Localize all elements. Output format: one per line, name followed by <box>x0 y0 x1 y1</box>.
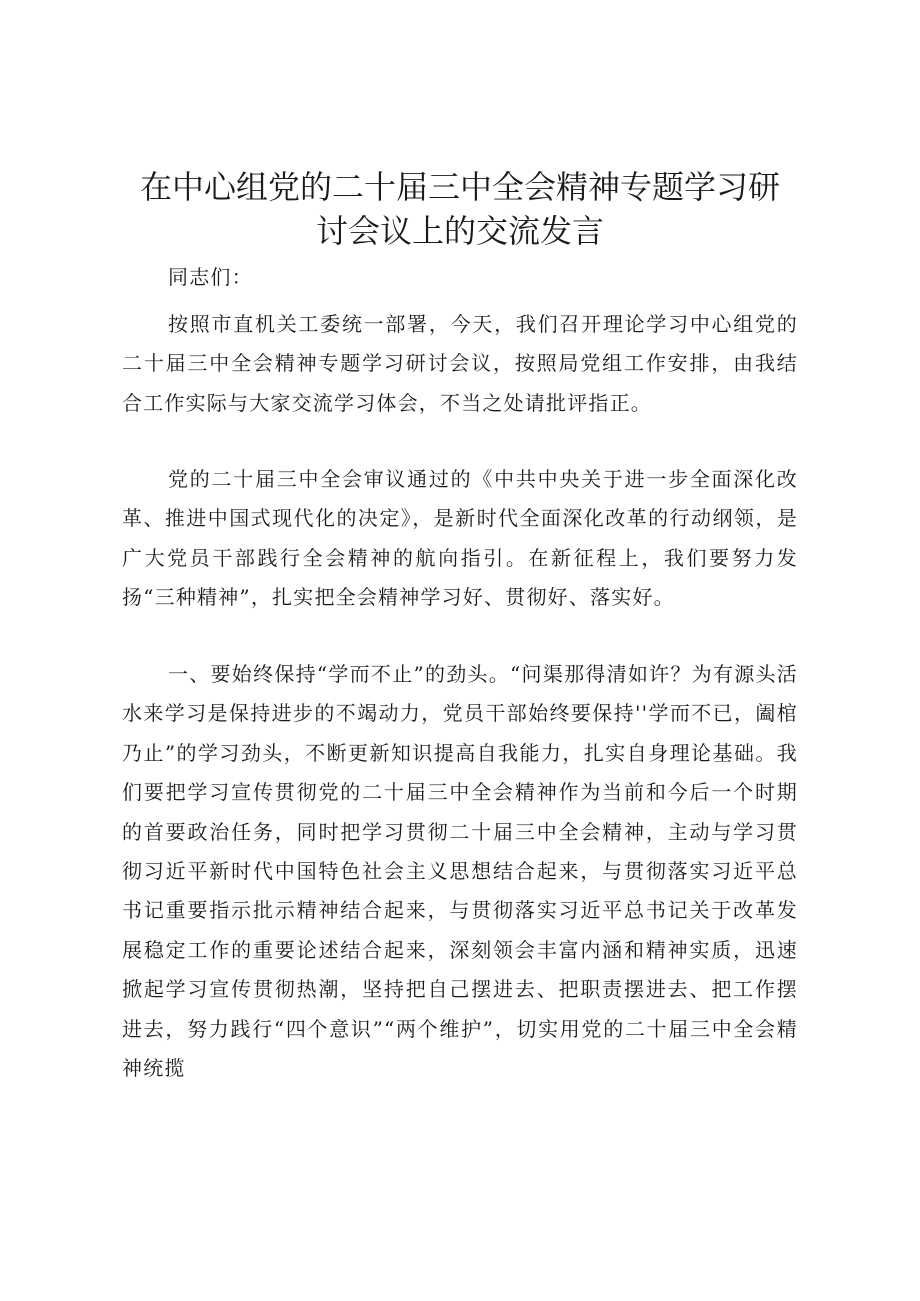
paragraph-3: 一、要始终保持“学而不止”的劲头。“问渠那得清如许？为有源头活水来学习是保持进步的不竭动力，党员干部始终要保持''学而不已，阖棺乃止”的学习劲头，不断更新知识提高自我能力，扎实自身理论基础。我们要把学习宣传贯彻党的二十届三中全会精神作为当前和今后一个时期的首要政治任务，同时把学习贯彻二十届三中全会精神，主动与学习贯彻习近平新时代中国特色社会主义思想结合起来，与贯彻落实习近平总书记重要指示批示精神结合起来，与贯彻落实习近平总书记关于改革发展稳定工作的重要论述结合起来，深刻领会丰富内涵和精神实质，迅速掀起学习宣传贯彻热潮，坚持把自己摆进去、把职责摆进去、把工作摆进去，努力践行“四个意识”“两个维护”，切实用党的二十届三中全会精神统揽 <box>122 662 798 1081</box>
document-title <box>100 165 820 253</box>
title-line-2: 讨会议上的交流发言 <box>315 212 604 250</box>
salutation: 同志们： <box>168 265 253 289</box>
paragraph-2: 党的二十届三中全会审议通过的《中共中央关于进一步全面深化改革、推进中国式现代化的决定》，是新时代全面深化改革的行动纲领，是广大党员干部践行全会精神的航向指引。在新征程上，我们要努力发扬“三种精神”，扎实把全会精神学习好、贯彻好、落实好。 <box>122 467 798 610</box>
paragraph-1: 按照市直机关工委统一部署，今天，我们召开理论学习中心组党的二十届三中全会精神专题学习研讨会议，按照局党组工作安排，由我结合工作实际与大家交流学习体会，不当之处请批评指正。 <box>122 312 798 415</box>
title-line-1: 在中心组党的二十届三中全会精神专题学习研 <box>139 168 780 206</box>
